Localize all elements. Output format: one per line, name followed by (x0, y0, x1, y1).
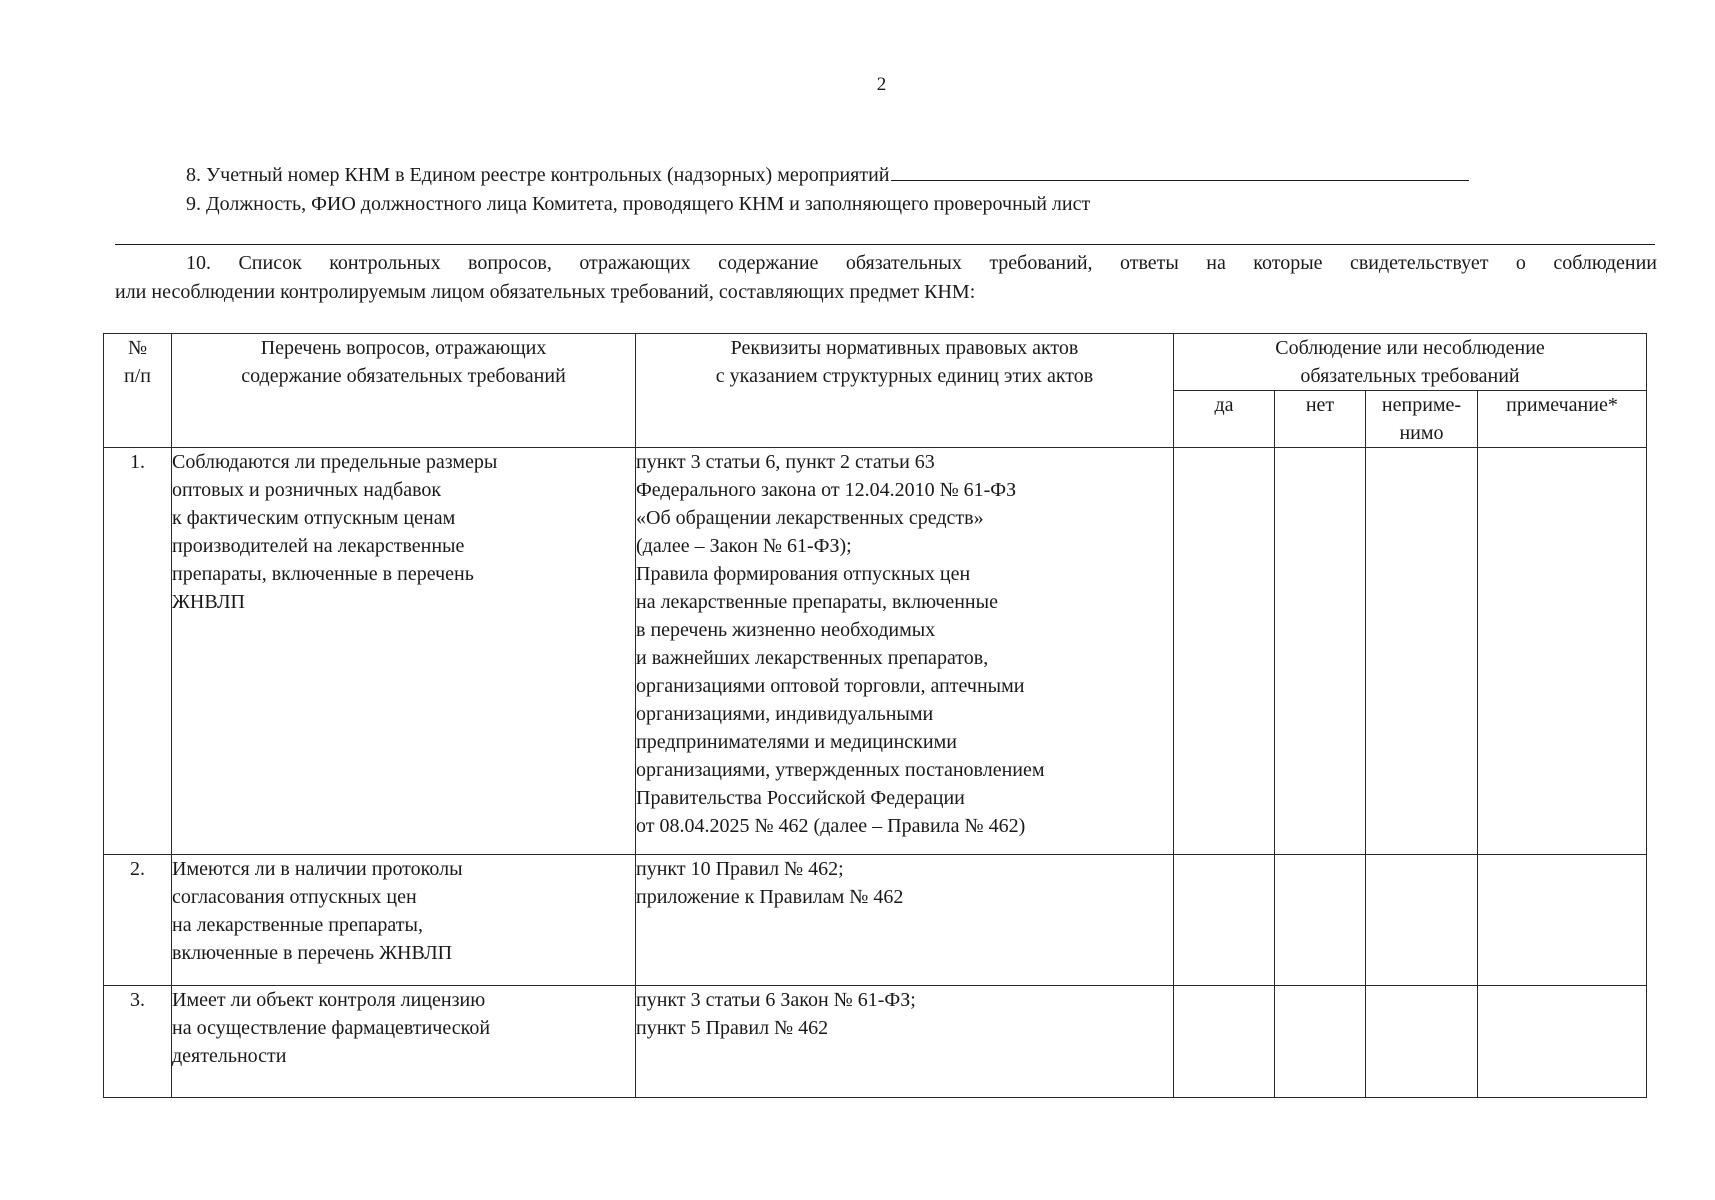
cell-not-applicable[interactable] (1366, 986, 1478, 1098)
cell-note[interactable] (1478, 855, 1647, 986)
header-number: № п/п (104, 334, 172, 448)
table-row (104, 855, 1647, 986)
cell-yes[interactable] (1174, 855, 1275, 986)
row-requisites: пункт 10 Правил № 462; приложение к Правилам № 462 (636, 855, 1174, 986)
header-requisites: Реквизиты нормативных правовых актов с указанием структурных единиц этих актов (636, 334, 1174, 448)
row-requisites: пункт 3 статьи 6 Закон № 61-ФЗ; пункт 5 Правил № 462 (636, 986, 1174, 1098)
item-8-label: 8. Учетный номер КНМ в Едином реестре контрольных (надзорных) мероприятий (186, 164, 890, 186)
item-9-inspector-name: 9. Должность, ФИО должностного лица Комитета, проводящего КНМ и заполняющего проверочный лист (186, 193, 1091, 215)
item-10-intro (115, 249, 1657, 307)
header-yes: да (1174, 391, 1275, 448)
header-compliance: Соблюдение или несоблюдение обязательных требований (1174, 334, 1647, 391)
item-10-line-2: или несоблюдении контролируемым лицом обязательных требований, составляющих предмет КНМ: (115, 281, 976, 303)
row-number: 3. (104, 986, 172, 1098)
cell-no[interactable] (1275, 986, 1366, 1098)
row-requisites: пункт 3 статьи 6, пункт 2 статьи 63 Федерального закона от 12.04.2010 № 61-ФЗ «Об обращении лекарственных средств» (далее – Закон № 61-ФЗ); Правила формирования отпускных цен на лекарственные препараты, включенные в перечень жизненно необходимых и важнейших лекарственных препаратов, организациями оптовой торговли, аптечными организациями, индивидуальными предпринимателями и медицинскими организациями, утвержденных постановлением Правительства Российской Федерации от 08.04.2025 № 462 (далее – Правила № 462) (636, 448, 1174, 855)
table-row (104, 986, 1647, 1098)
header-not-applicable: неприме- нимо (1366, 391, 1478, 448)
header-note: примечание* (1478, 391, 1647, 448)
row-number: 1. (104, 448, 172, 855)
cell-no[interactable] (1275, 448, 1366, 855)
checklist-table (103, 333, 1647, 1098)
cell-no[interactable] (1275, 855, 1366, 986)
header-no: нет (1275, 391, 1366, 448)
item-8-registry-number (186, 160, 1469, 188)
cell-yes[interactable] (1174, 448, 1275, 855)
header-question: Перечень вопросов, отражающих содержание обязательных требований (172, 334, 636, 448)
cell-not-applicable[interactable] (1366, 855, 1478, 986)
page-number: 2 (876, 74, 887, 95)
cell-not-applicable[interactable] (1366, 448, 1478, 855)
table-row (104, 448, 1647, 855)
row-question: Имеются ли в наличии протоколы согласования отпускных цен на лекарственные препараты, включенные в перечень ЖНВЛП (172, 855, 636, 986)
cell-note[interactable] (1478, 986, 1647, 1098)
row-number: 2. (104, 855, 172, 986)
row-question: Имеет ли объект контроля лицензию на осуществление фармацевтической деятельности (172, 986, 636, 1098)
item-10-line-1: 10. Список контрольных вопросов, отражающих содержание обязательных требований, ответы на которые свидетельствует о соблюдении (186, 252, 1657, 274)
item-8-blank-field[interactable] (891, 160, 1469, 181)
cell-note[interactable] (1478, 448, 1647, 855)
row-question: Соблюдаются ли предельные размеры оптовых и розничных надбавок к фактическим отпускным ценам производителей на лекарственные препараты, включенные в перечень ЖНВЛП (172, 448, 636, 855)
table-header-row (104, 334, 1647, 391)
item-9-blank-field[interactable] (115, 244, 1655, 245)
cell-yes[interactable] (1174, 986, 1275, 1098)
